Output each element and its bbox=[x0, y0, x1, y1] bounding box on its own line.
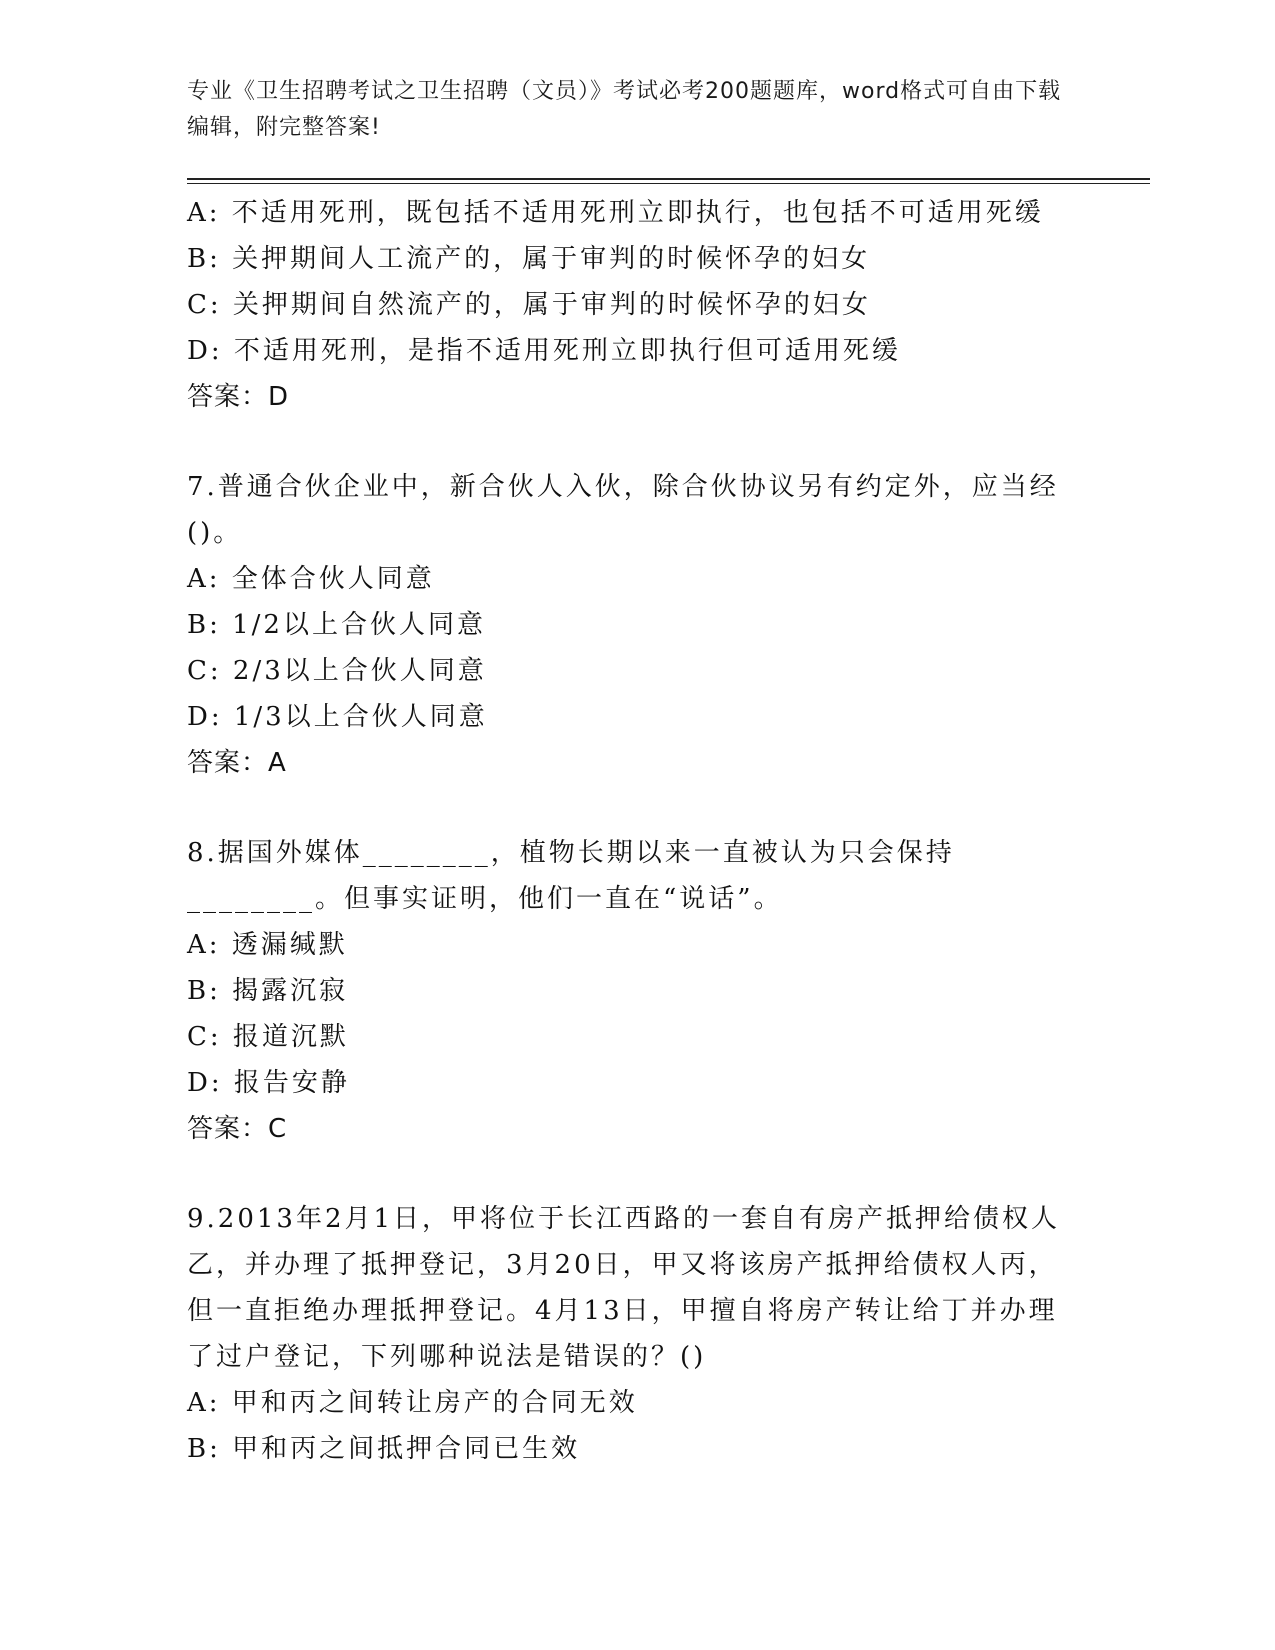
answer-line: 答案：C bbox=[187, 1114, 288, 1144]
option-c: C: 报道沉默 bbox=[187, 1022, 349, 1052]
answer-line: 答案：A bbox=[187, 748, 287, 778]
question-7-block bbox=[187, 464, 1067, 786]
question-9-block bbox=[187, 1196, 1067, 1472]
document-header: 专业《卫生招聘考试之卫生招聘（文员）》考试必考200题题库，word格式可自由下载编辑，附完整答案! bbox=[187, 79, 1062, 140]
question-content bbox=[187, 190, 1067, 1472]
option-d: D: 1/3以上合伙人同意 bbox=[187, 702, 488, 732]
question-stem: 9.2013年2月1日，甲将位于长江西路的一套自有房产抵押给债权人乙，并办理了抵押登记，3月20日，甲又将该房产抵押给债权人丙，但一直拒绝办理抵押登记。4月13日，甲擅自将房产转让给丁并办理了过户登记，下列哪种说法是错误的？() bbox=[187, 1204, 1061, 1372]
option-b: B: 1/2以上合伙人同意 bbox=[187, 610, 486, 640]
option-c: C: 关押期间自然流产的，属于审判的时候怀孕的妇女 bbox=[187, 290, 871, 320]
option-a: A: 透漏缄默 bbox=[187, 930, 348, 960]
option-a: A: 全体合伙人同意 bbox=[187, 564, 435, 594]
option-b: B: 关押期间人工流产的，属于审判的时候怀孕的妇女 bbox=[187, 244, 871, 274]
answer-line: 答案：D bbox=[187, 382, 290, 412]
header-divider-thick bbox=[187, 178, 1150, 180]
option-d: D: 不适用死刑，是指不适用死刑立即执行但可适用死缓 bbox=[187, 336, 901, 366]
option-a: A: 甲和丙之间转让房产的合同无效 bbox=[187, 1388, 638, 1418]
option-a: A: 不适用死刑，既包括不适用死刑立即执行，也包括不可适用死缓 bbox=[187, 198, 1044, 228]
option-b: B: 甲和丙之间抵押合同已生效 bbox=[187, 1434, 581, 1464]
option-c: C: 2/3以上合伙人同意 bbox=[187, 656, 487, 686]
question-stem: 7.普通合伙企业中，新合伙人入伙，除合伙协议另有约定外，应当经()。 bbox=[187, 472, 1059, 548]
question-stem: 8.据国外媒体________，植物长期以来一直被认为只会保持________。但事实证明，他们一直在“说话”。 bbox=[187, 838, 955, 914]
option-d: D: 报告安静 bbox=[187, 1068, 350, 1098]
question-6-block bbox=[187, 190, 1067, 420]
header-divider-thin bbox=[187, 183, 1150, 184]
option-b: B: 揭露沉寂 bbox=[187, 976, 349, 1006]
question-8-block bbox=[187, 830, 1067, 1152]
